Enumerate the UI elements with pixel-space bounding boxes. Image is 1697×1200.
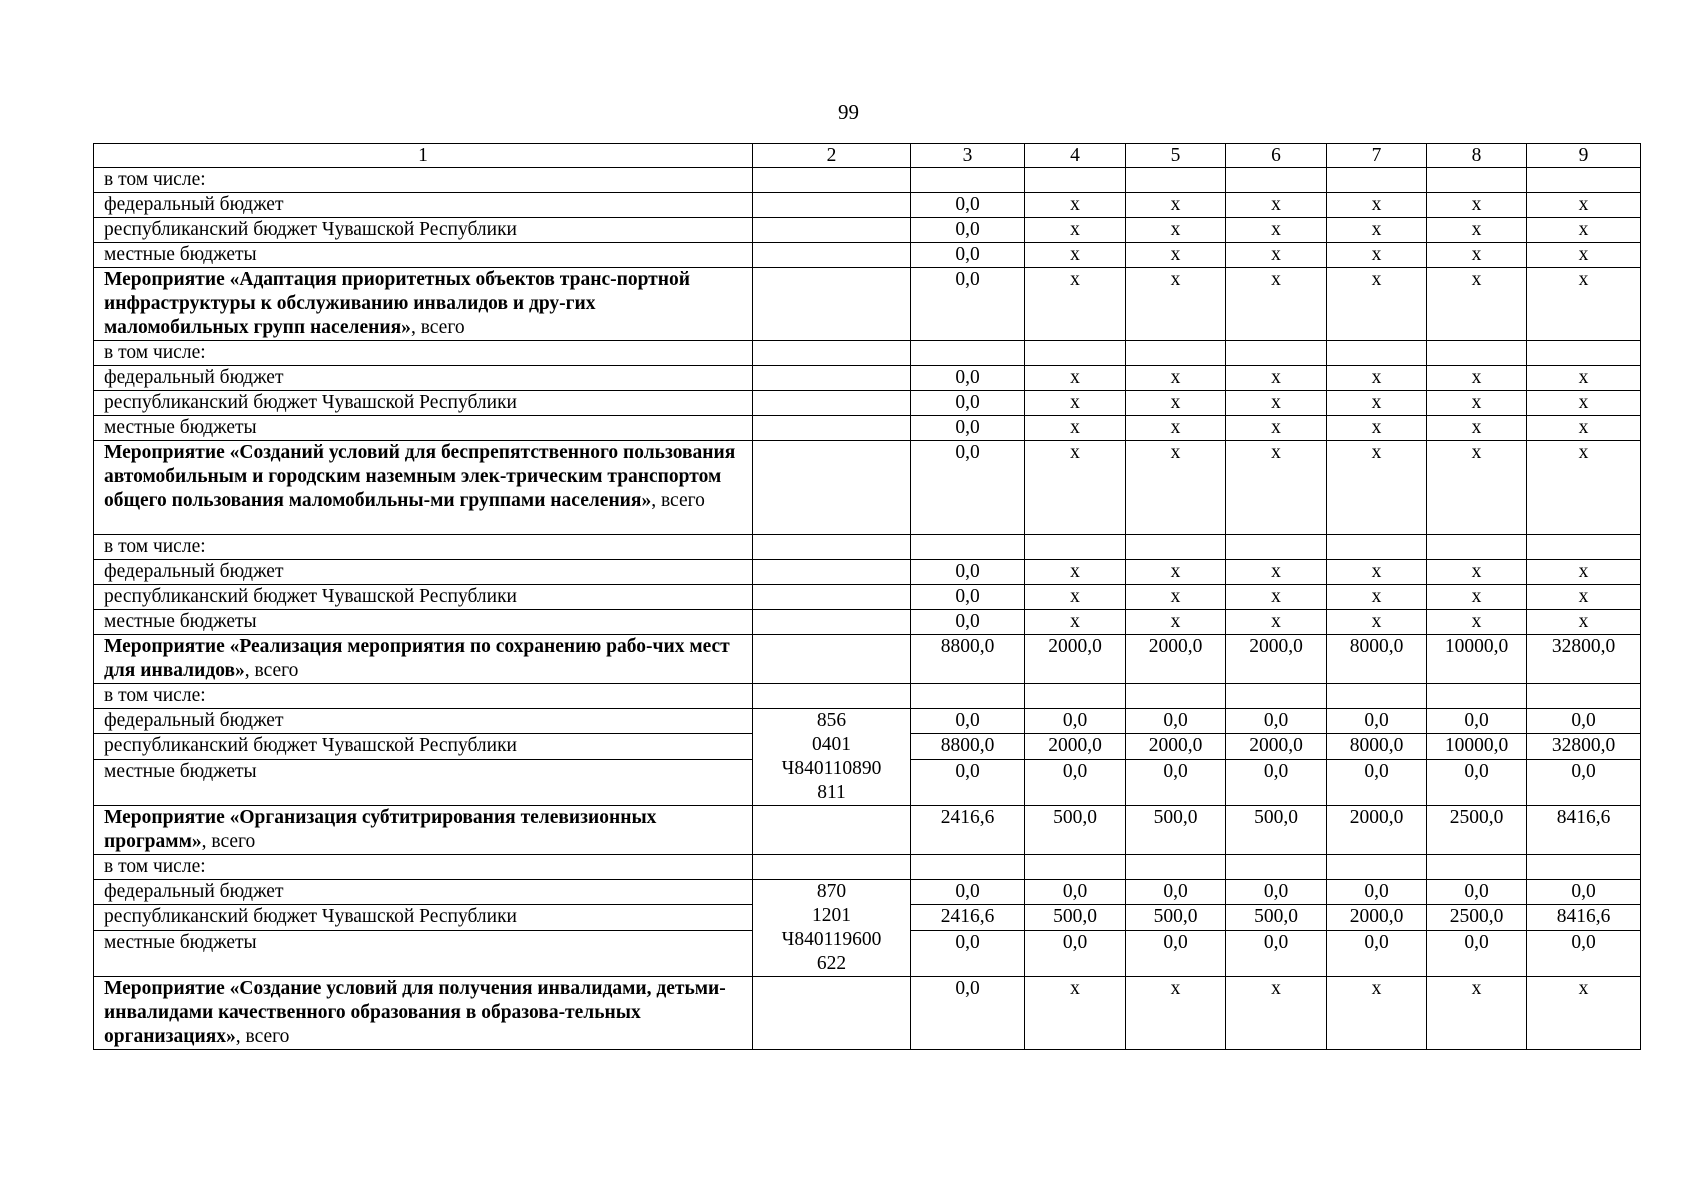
value-cell: 8000,0 bbox=[1327, 635, 1427, 684]
empty-cell bbox=[1126, 535, 1226, 560]
empty-cell bbox=[1427, 168, 1527, 193]
value-cell: 0,0 bbox=[1126, 759, 1226, 806]
empty-cell bbox=[1226, 341, 1327, 366]
total-suffix: , всего bbox=[244, 660, 299, 682]
value-cell: 0,0 bbox=[1327, 709, 1427, 734]
subtotal-label-row bbox=[94, 535, 1641, 560]
row-label: федеральный бюджет bbox=[94, 880, 753, 905]
value-cell: 0,0 bbox=[1527, 759, 1641, 806]
empty-cell bbox=[911, 855, 1025, 880]
value-cell: x bbox=[1527, 243, 1641, 268]
page-number: 99 bbox=[838, 100, 859, 124]
budget-code-line: Ч840110890 bbox=[781, 758, 882, 780]
value-cell: x bbox=[1025, 610, 1126, 635]
value-cell: x bbox=[1327, 193, 1427, 218]
value-cell: 0,0 bbox=[911, 880, 1025, 905]
code-cell bbox=[753, 977, 911, 1050]
value-cell: 2000,0 bbox=[1025, 635, 1126, 684]
measure-title-cell bbox=[94, 441, 753, 535]
value-cell: 0,0 bbox=[1327, 880, 1427, 905]
value-cell: 0,0 bbox=[1025, 709, 1126, 734]
code-cell bbox=[753, 610, 911, 635]
value-cell: x bbox=[1226, 268, 1327, 341]
row-label: республиканский бюджет Чувашской Республики bbox=[94, 391, 753, 416]
column-header: 9 bbox=[1527, 144, 1641, 168]
measure-row bbox=[94, 977, 1641, 1050]
value-cell: 500,0 bbox=[1025, 806, 1126, 855]
value-cell: 0,0 bbox=[1427, 709, 1527, 734]
measure-title-cell bbox=[94, 635, 753, 684]
value-cell: 0,0 bbox=[911, 585, 1025, 610]
value-cell: 8000,0 bbox=[1327, 734, 1427, 759]
value-cell: x bbox=[1327, 218, 1427, 243]
value-cell: 0,0 bbox=[1427, 930, 1527, 977]
value-cell: 0,0 bbox=[1427, 759, 1527, 806]
federal-budget-row bbox=[94, 193, 1641, 218]
value-cell: x bbox=[1126, 218, 1226, 243]
value-cell: 2416,6 bbox=[911, 806, 1025, 855]
budget-code-line: 811 bbox=[817, 782, 846, 804]
value-cell: 0,0 bbox=[911, 560, 1025, 585]
value-cell: x bbox=[1427, 366, 1527, 391]
value-cell: 500,0 bbox=[1126, 806, 1226, 855]
empty-cell bbox=[1126, 341, 1226, 366]
value-cell: x bbox=[1126, 977, 1226, 1050]
value-cell: 0,0 bbox=[911, 391, 1025, 416]
empty-cell bbox=[1025, 855, 1126, 880]
value-cell: x bbox=[1427, 585, 1527, 610]
value-cell: x bbox=[1025, 560, 1126, 585]
row-label: в том числе: bbox=[94, 535, 753, 560]
value-cell: 2000,0 bbox=[1025, 734, 1126, 759]
row-label: федеральный бюджет bbox=[94, 560, 753, 585]
code-cell bbox=[753, 416, 911, 441]
value-cell: x bbox=[1025, 243, 1126, 268]
value-cell: 500,0 bbox=[1126, 905, 1226, 930]
row-label: в том числе: bbox=[94, 684, 753, 709]
empty-cell bbox=[753, 855, 911, 880]
value-cell: 0,0 bbox=[911, 243, 1025, 268]
value-cell: 0,0 bbox=[911, 759, 1025, 806]
republic-budget-row bbox=[94, 218, 1641, 243]
value-cell: x bbox=[1126, 560, 1226, 585]
code-cell bbox=[753, 268, 911, 341]
column-header: 2 bbox=[753, 144, 911, 168]
value-cell: x bbox=[1327, 585, 1427, 610]
empty-cell bbox=[1025, 168, 1126, 193]
value-cell: 0,0 bbox=[1025, 880, 1126, 905]
value-cell: 500,0 bbox=[1226, 905, 1327, 930]
total-suffix: , всего bbox=[235, 1026, 290, 1048]
value-cell: 0,0 bbox=[1527, 709, 1641, 734]
total-suffix: , всего bbox=[201, 831, 256, 853]
column-header: 4 bbox=[1025, 144, 1126, 168]
value-cell: x bbox=[1126, 193, 1226, 218]
measure-row bbox=[94, 806, 1641, 855]
value-cell: 8800,0 bbox=[911, 734, 1025, 759]
value-cell: x bbox=[1025, 193, 1126, 218]
row-label: республиканский бюджет Чувашской Республики bbox=[94, 585, 753, 610]
value-cell: x bbox=[1327, 268, 1427, 341]
value-cell: 0,0 bbox=[1226, 709, 1327, 734]
value-cell: 0,0 bbox=[911, 193, 1025, 218]
value-cell: x bbox=[1527, 391, 1641, 416]
value-cell: 0,0 bbox=[1226, 930, 1327, 977]
code-cell bbox=[753, 560, 911, 585]
budget-code-line: 856 bbox=[816, 710, 847, 732]
empty-cell bbox=[1025, 535, 1126, 560]
measure-title-cell bbox=[94, 268, 753, 341]
code-cell bbox=[753, 193, 911, 218]
value-cell: x bbox=[1427, 391, 1527, 416]
value-cell: x bbox=[1427, 268, 1527, 341]
empty-cell bbox=[911, 168, 1025, 193]
measure-title-cell bbox=[94, 806, 753, 855]
empty-cell bbox=[1126, 855, 1226, 880]
value-cell: 0,0 bbox=[911, 610, 1025, 635]
code-cell bbox=[753, 441, 911, 535]
value-cell: 2000,0 bbox=[1226, 635, 1327, 684]
empty-cell bbox=[1527, 341, 1641, 366]
row-label: местные бюджеты bbox=[94, 759, 753, 806]
measure-title: Мероприятие «Созданий условий для беспрепятственного пользования автомобильным и городским наземным элек-трическим транспортом общего пользования маломобильны-ми группами населения» bbox=[104, 442, 736, 511]
federal-budget-row bbox=[94, 560, 1641, 585]
federal-budget-row bbox=[94, 709, 1641, 734]
row-label: местные бюджеты bbox=[94, 416, 753, 441]
value-cell: x bbox=[1327, 243, 1427, 268]
subtotal-label-row bbox=[94, 855, 1641, 880]
empty-cell bbox=[1226, 535, 1327, 560]
value-cell: x bbox=[1327, 610, 1427, 635]
value-cell: 0,0 bbox=[1327, 930, 1427, 977]
value-cell: x bbox=[1226, 193, 1327, 218]
value-cell: x bbox=[1025, 366, 1126, 391]
empty-cell bbox=[753, 535, 911, 560]
value-cell: x bbox=[1527, 585, 1641, 610]
value-cell: x bbox=[1025, 218, 1126, 243]
value-cell: x bbox=[1527, 366, 1641, 391]
value-cell: x bbox=[1226, 391, 1327, 416]
empty-cell bbox=[1527, 684, 1641, 709]
budget-code-line: Ч840119600 bbox=[781, 929, 882, 951]
republic-budget-row bbox=[94, 585, 1641, 610]
code-cell bbox=[753, 366, 911, 391]
value-cell: x bbox=[1427, 610, 1527, 635]
empty-cell bbox=[1527, 855, 1641, 880]
value-cell: x bbox=[1527, 610, 1641, 635]
empty-cell bbox=[1226, 855, 1327, 880]
local-budget-row bbox=[94, 243, 1641, 268]
value-cell: 0,0 bbox=[911, 366, 1025, 391]
column-header: 7 bbox=[1327, 144, 1427, 168]
empty-cell bbox=[1427, 341, 1527, 366]
value-cell: 0,0 bbox=[1527, 930, 1641, 977]
value-cell: x bbox=[1226, 243, 1327, 268]
value-cell: x bbox=[1226, 366, 1327, 391]
row-label: в том числе: bbox=[94, 855, 753, 880]
header-row bbox=[94, 144, 1641, 168]
measure-title: Мероприятие «Создание условий для получения инвалидами, детьми-инвалидами качественного образования в образова-тельных организациях» bbox=[104, 978, 726, 1048]
value-cell: x bbox=[1226, 560, 1327, 585]
total-suffix: , всего bbox=[651, 490, 705, 511]
budget-table bbox=[93, 143, 1641, 1050]
value-cell: 2500,0 bbox=[1427, 806, 1527, 855]
value-cell: x bbox=[1527, 218, 1641, 243]
code-cell bbox=[753, 585, 911, 610]
empty-cell bbox=[911, 341, 1025, 366]
empty-cell bbox=[1226, 168, 1327, 193]
empty-cell bbox=[753, 168, 911, 193]
value-cell: x bbox=[1126, 416, 1226, 441]
value-cell: x bbox=[1025, 391, 1126, 416]
budget-code-line: 1201 bbox=[812, 905, 851, 927]
value-cell: 0,0 bbox=[911, 268, 1025, 341]
value-cell: x bbox=[1527, 560, 1641, 585]
value-cell: x bbox=[1427, 416, 1527, 441]
value-cell: x bbox=[1126, 243, 1226, 268]
value-cell: x bbox=[1327, 441, 1427, 535]
value-cell: x bbox=[1126, 366, 1226, 391]
value-cell: x bbox=[1226, 218, 1327, 243]
value-cell: 0,0 bbox=[1427, 880, 1527, 905]
budget-code-cell bbox=[753, 709, 911, 806]
value-cell: x bbox=[1226, 416, 1327, 441]
row-label: федеральный бюджет bbox=[94, 709, 753, 734]
subtotal-label-row bbox=[94, 684, 1641, 709]
value-cell: x bbox=[1527, 268, 1641, 341]
value-cell: 2000,0 bbox=[1126, 734, 1226, 759]
value-cell: 0,0 bbox=[911, 977, 1025, 1050]
value-cell: x bbox=[1527, 441, 1641, 535]
value-cell: 0,0 bbox=[1126, 880, 1226, 905]
subtotal-label-row bbox=[94, 341, 1641, 366]
code-cell bbox=[753, 218, 911, 243]
value-cell: 0,0 bbox=[911, 218, 1025, 243]
value-cell: x bbox=[1427, 977, 1527, 1050]
value-cell: 2000,0 bbox=[1126, 635, 1226, 684]
value-cell: 500,0 bbox=[1226, 806, 1327, 855]
value-cell: x bbox=[1025, 441, 1126, 535]
value-cell: 0,0 bbox=[1025, 930, 1126, 977]
value-cell: x bbox=[1126, 441, 1226, 535]
empty-cell bbox=[1527, 535, 1641, 560]
value-cell: x bbox=[1427, 560, 1527, 585]
value-cell: x bbox=[1427, 218, 1527, 243]
row-label: республиканский бюджет Чувашской Республики bbox=[94, 734, 753, 759]
empty-cell bbox=[1025, 341, 1126, 366]
measure-row bbox=[94, 441, 1641, 535]
value-cell: 10000,0 bbox=[1427, 734, 1527, 759]
value-cell: 2000,0 bbox=[1327, 806, 1427, 855]
value-cell: x bbox=[1327, 391, 1427, 416]
empty-cell bbox=[1327, 168, 1427, 193]
row-label: республиканский бюджет Чувашской Республики bbox=[94, 905, 753, 930]
empty-cell bbox=[1327, 535, 1427, 560]
subtotal-label-row bbox=[94, 168, 1641, 193]
value-cell: x bbox=[1126, 585, 1226, 610]
value-cell: 32800,0 bbox=[1527, 734, 1641, 759]
column-header: 3 bbox=[911, 144, 1025, 168]
measure-title-cell bbox=[94, 977, 753, 1050]
value-cell: 0,0 bbox=[911, 441, 1025, 535]
value-cell: 2500,0 bbox=[1427, 905, 1527, 930]
empty-cell bbox=[1226, 684, 1327, 709]
value-cell: 10000,0 bbox=[1427, 635, 1527, 684]
row-label: в том числе: bbox=[94, 168, 753, 193]
empty-cell bbox=[1427, 535, 1527, 560]
empty-cell bbox=[1427, 684, 1527, 709]
code-cell bbox=[753, 635, 911, 684]
measure-row bbox=[94, 635, 1641, 684]
empty-cell bbox=[1327, 341, 1427, 366]
value-cell: x bbox=[1327, 977, 1427, 1050]
empty-cell bbox=[753, 684, 911, 709]
local-budget-row bbox=[94, 416, 1641, 441]
value-cell: x bbox=[1126, 391, 1226, 416]
measure-title: Мероприятие «Организация субтитрирования телевизионных программ» bbox=[104, 807, 657, 853]
value-cell: 32800,0 bbox=[1527, 635, 1641, 684]
empty-cell bbox=[753, 341, 911, 366]
value-cell: x bbox=[1327, 416, 1427, 441]
empty-cell bbox=[1126, 684, 1226, 709]
code-cell bbox=[753, 391, 911, 416]
value-cell: x bbox=[1126, 268, 1226, 341]
column-header: 5 bbox=[1126, 144, 1226, 168]
budget-code-line: 0401 bbox=[812, 734, 851, 756]
value-cell: x bbox=[1025, 585, 1126, 610]
value-cell: x bbox=[1226, 977, 1327, 1050]
value-cell: 8416,6 bbox=[1527, 806, 1641, 855]
empty-cell bbox=[1327, 684, 1427, 709]
row-label: местные бюджеты bbox=[94, 610, 753, 635]
row-label: федеральный бюджет bbox=[94, 366, 753, 391]
federal-budget-row bbox=[94, 366, 1641, 391]
value-cell: x bbox=[1126, 610, 1226, 635]
value-cell: x bbox=[1327, 560, 1427, 585]
value-cell: 0,0 bbox=[1226, 759, 1327, 806]
value-cell: x bbox=[1327, 366, 1427, 391]
value-cell: 0,0 bbox=[1226, 880, 1327, 905]
code-cell bbox=[753, 243, 911, 268]
value-cell: 8800,0 bbox=[911, 635, 1025, 684]
value-cell: x bbox=[1226, 585, 1327, 610]
value-cell: 500,0 bbox=[1025, 905, 1126, 930]
empty-cell bbox=[1427, 855, 1527, 880]
value-cell: x bbox=[1226, 610, 1327, 635]
measure-title: Мероприятие «Адаптация приоритетных объектов транс-портной инфраструктуры к обслуживанию инвалидов и дру-гих маломобильных групп населения» bbox=[104, 269, 690, 338]
column-header: 6 bbox=[1226, 144, 1327, 168]
budget-code-line: 870 bbox=[816, 881, 847, 903]
code-cell bbox=[753, 806, 911, 855]
value-cell: x bbox=[1527, 977, 1641, 1050]
value-cell: 2000,0 bbox=[1327, 905, 1427, 930]
value-cell: 0,0 bbox=[1327, 759, 1427, 806]
value-cell: x bbox=[1025, 416, 1126, 441]
value-cell: 0,0 bbox=[1126, 709, 1226, 734]
measure-title: Мероприятие «Реализация мероприятия по сохранению рабо-чих мест для инвалидов» bbox=[104, 636, 730, 682]
value-cell: x bbox=[1527, 416, 1641, 441]
value-cell: 0,0 bbox=[911, 416, 1025, 441]
measure-row bbox=[94, 268, 1641, 341]
local-budget-row bbox=[94, 610, 1641, 635]
empty-cell bbox=[1025, 684, 1126, 709]
value-cell: x bbox=[1025, 268, 1126, 341]
value-cell: x bbox=[1226, 441, 1327, 535]
value-cell: x bbox=[1427, 441, 1527, 535]
value-cell: 0,0 bbox=[1527, 880, 1641, 905]
column-header: 8 bbox=[1427, 144, 1527, 168]
value-cell: 8416,6 bbox=[1527, 905, 1641, 930]
republic-budget-row bbox=[94, 391, 1641, 416]
value-cell: x bbox=[1025, 977, 1126, 1050]
value-cell: x bbox=[1427, 193, 1527, 218]
budget-code-cell bbox=[753, 880, 911, 977]
row-label: в том числе: bbox=[94, 341, 753, 366]
value-cell: x bbox=[1527, 193, 1641, 218]
row-label: местные бюджеты bbox=[94, 930, 753, 977]
value-cell: 0,0 bbox=[1025, 759, 1126, 806]
value-cell: 0,0 bbox=[911, 930, 1025, 977]
value-cell: 2000,0 bbox=[1226, 734, 1327, 759]
value-cell: x bbox=[1427, 243, 1527, 268]
total-suffix: , всего bbox=[410, 317, 465, 338]
empty-cell bbox=[1527, 168, 1641, 193]
empty-cell bbox=[1126, 168, 1226, 193]
row-label: местные бюджеты bbox=[94, 243, 753, 268]
empty-cell bbox=[1327, 855, 1427, 880]
value-cell: 2416,6 bbox=[911, 905, 1025, 930]
budget-code-line: 622 bbox=[816, 953, 847, 975]
empty-cell bbox=[911, 684, 1025, 709]
federal-budget-row bbox=[94, 880, 1641, 905]
column-header: 1 bbox=[94, 144, 753, 168]
row-label: федеральный бюджет bbox=[94, 193, 753, 218]
value-cell: 0,0 bbox=[1126, 930, 1226, 977]
row-label: республиканский бюджет Чувашской Республики bbox=[94, 218, 753, 243]
value-cell: 0,0 bbox=[911, 709, 1025, 734]
empty-cell bbox=[911, 535, 1025, 560]
